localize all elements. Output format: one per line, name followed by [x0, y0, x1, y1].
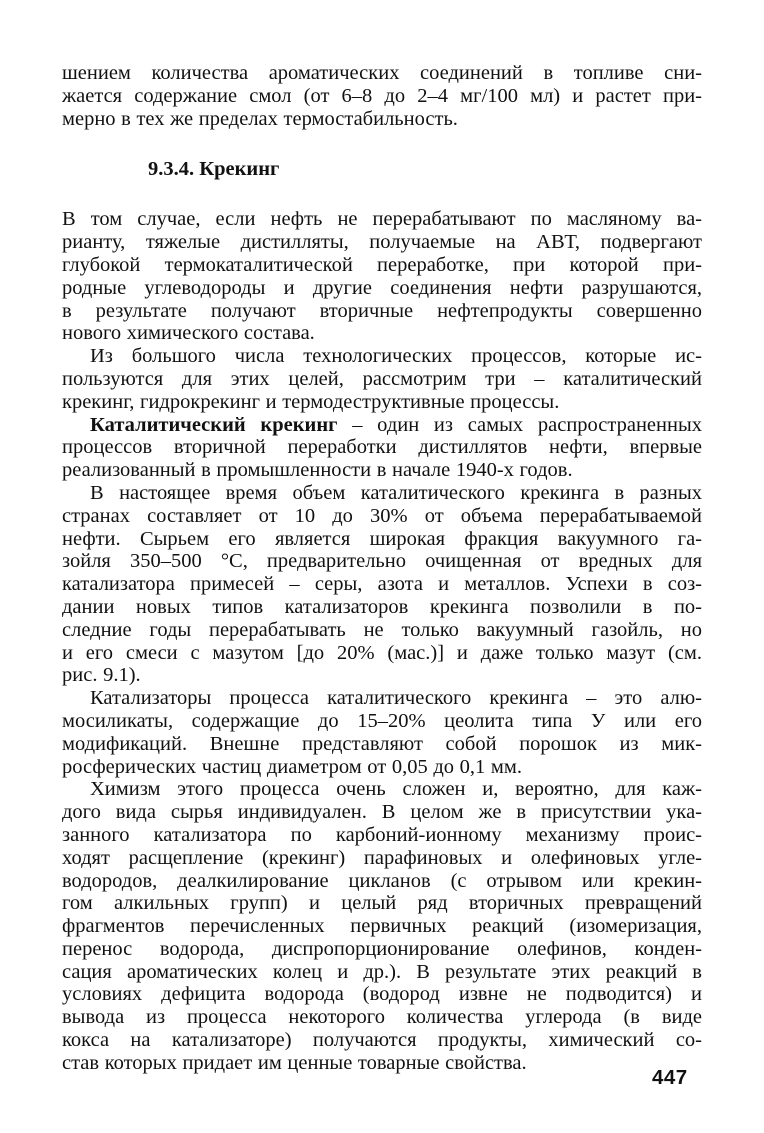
- text-line: росферических частиц диаметром от 0,05 до 0,1 мм.: [62, 755, 522, 778]
- text-line: став которых придает им ценные товарные свойства.: [62, 1051, 527, 1074]
- text-line: зойля 350–500 °С, предварительно очищенная от вредных для: [62, 550, 702, 573]
- text-line: мерно в тех же пределах термостабильность.: [62, 107, 458, 130]
- text-line: перенос водорода, диспропорционирование олефинов, конден-: [62, 937, 702, 960]
- text-line: жается содержание смол (от 6–8 до 2–4 мг/100 мл) и растет при-: [62, 84, 702, 107]
- text-line: водородов, деалкилирование цикланов (с отрывом или крекин-: [62, 869, 702, 892]
- text-line: сация ароматических колец и др.). В результате этих реакций в: [62, 960, 702, 983]
- text-line: Из большого числа технологических процессов, которые ис-: [90, 345, 702, 368]
- text-line: рианту, тяжелые дистилляты, получаемые на АВТ, подвергают: [62, 231, 702, 254]
- text-line: родные углеводороды и другие соединения нефти разрушаются,: [62, 276, 702, 299]
- text-line: нового химического состава.: [62, 322, 315, 345]
- text-line: [62, 414, 702, 437]
- text-line: нефти. Сырьем его является широкая фракция вакуумного га-: [62, 527, 702, 550]
- text-line: мосиликаты, содержащие до 15–20% цеолита типа У или его: [62, 709, 702, 732]
- text-line: дого вида сырья индивидуален. В целом же в присутствии ука-: [62, 801, 702, 824]
- text-line: В настоящее время объем каталитического крекинга в разных: [90, 481, 702, 504]
- text-line: кокса на катализаторе) получаются продукты, химический со-: [62, 1029, 702, 1052]
- text-line: дании новых типов катализаторов крекинга позволили в по-: [62, 595, 702, 618]
- paragraph-volume: [62, 482, 702, 687]
- section-heading: 9.3.4. Крекинг: [148, 158, 280, 181]
- text-line: крекинг, гидрокрекинг и термодеструктивные процессы.: [62, 390, 560, 413]
- paragraph-catalytic-cracking: [62, 414, 702, 482]
- text-line: вывода из процесса некоторого количества углерода (в виде: [62, 1006, 702, 1029]
- text-line: в результате получают вторичные нефтепродукты совершенно: [62, 299, 702, 322]
- text-line: занного катализатора по карбоний-ионному механизму проис-: [62, 823, 702, 846]
- text-line: и его смеси с мазутом [до 20% (мас.)] и даже только мазут (см.: [62, 641, 702, 664]
- text-line: рис. 9.1).: [62, 664, 141, 687]
- text-line: фрагментов перечисленных первичных реакций (изомеризация,: [62, 915, 702, 938]
- text-line: модификаций. Внешне представляют собой порошок из мик-: [62, 732, 702, 755]
- text-line: шением количества ароматических соединений в топливе сни-: [62, 62, 702, 84]
- page-body: [62, 62, 702, 1075]
- text-line: странах составляет от 10 до 30% от объема перерабатываемой: [62, 504, 702, 527]
- text-line: Химизм этого процесса очень сложен и, вероятно, для каж-: [90, 778, 702, 801]
- page-number: 447: [652, 1066, 688, 1089]
- text-line: пользуются для этих целей, рассмотрим три – каталитический: [62, 367, 702, 390]
- bold-term: Каталитический крекинг: [90, 413, 338, 436]
- paragraph-intro: [62, 208, 702, 345]
- text-line: реализованный в промышленности в начале 1940-х годов.: [62, 459, 573, 482]
- term-continuation: – один из самых распространенных: [337, 413, 702, 436]
- paragraph-catalysts: [62, 687, 702, 778]
- continuation-paragraph: [62, 62, 702, 130]
- paragraph-chemistry: [62, 778, 702, 1074]
- text-line: условиях дефицита водорода (водород извне не подводится) и: [62, 983, 702, 1006]
- text-line: Катализаторы процесса каталитического крекинга – это алю-: [90, 687, 702, 710]
- text-line: глубокой термокаталитической переработке, при которой при-: [62, 253, 702, 276]
- text-line: гом алкильных групп) и целый ряд вторичных превращений: [62, 892, 702, 915]
- text-line: В том случае, если нефть не перерабатывают по масляному ва-: [62, 208, 702, 231]
- text-line: процессов вторичной переработки дистиллятов нефти, впервые: [62, 436, 702, 459]
- text-line: ходят расщепление (крекинг) парафиновых и олефиновых угле-: [62, 846, 702, 869]
- text-line: катализатора примесей – серы, азота и металлов. Успехи в соз-: [62, 573, 702, 596]
- text-line: следние годы перерабатывать не только вакуумный газойль, но: [62, 618, 702, 641]
- paragraph-processes: [62, 345, 702, 413]
